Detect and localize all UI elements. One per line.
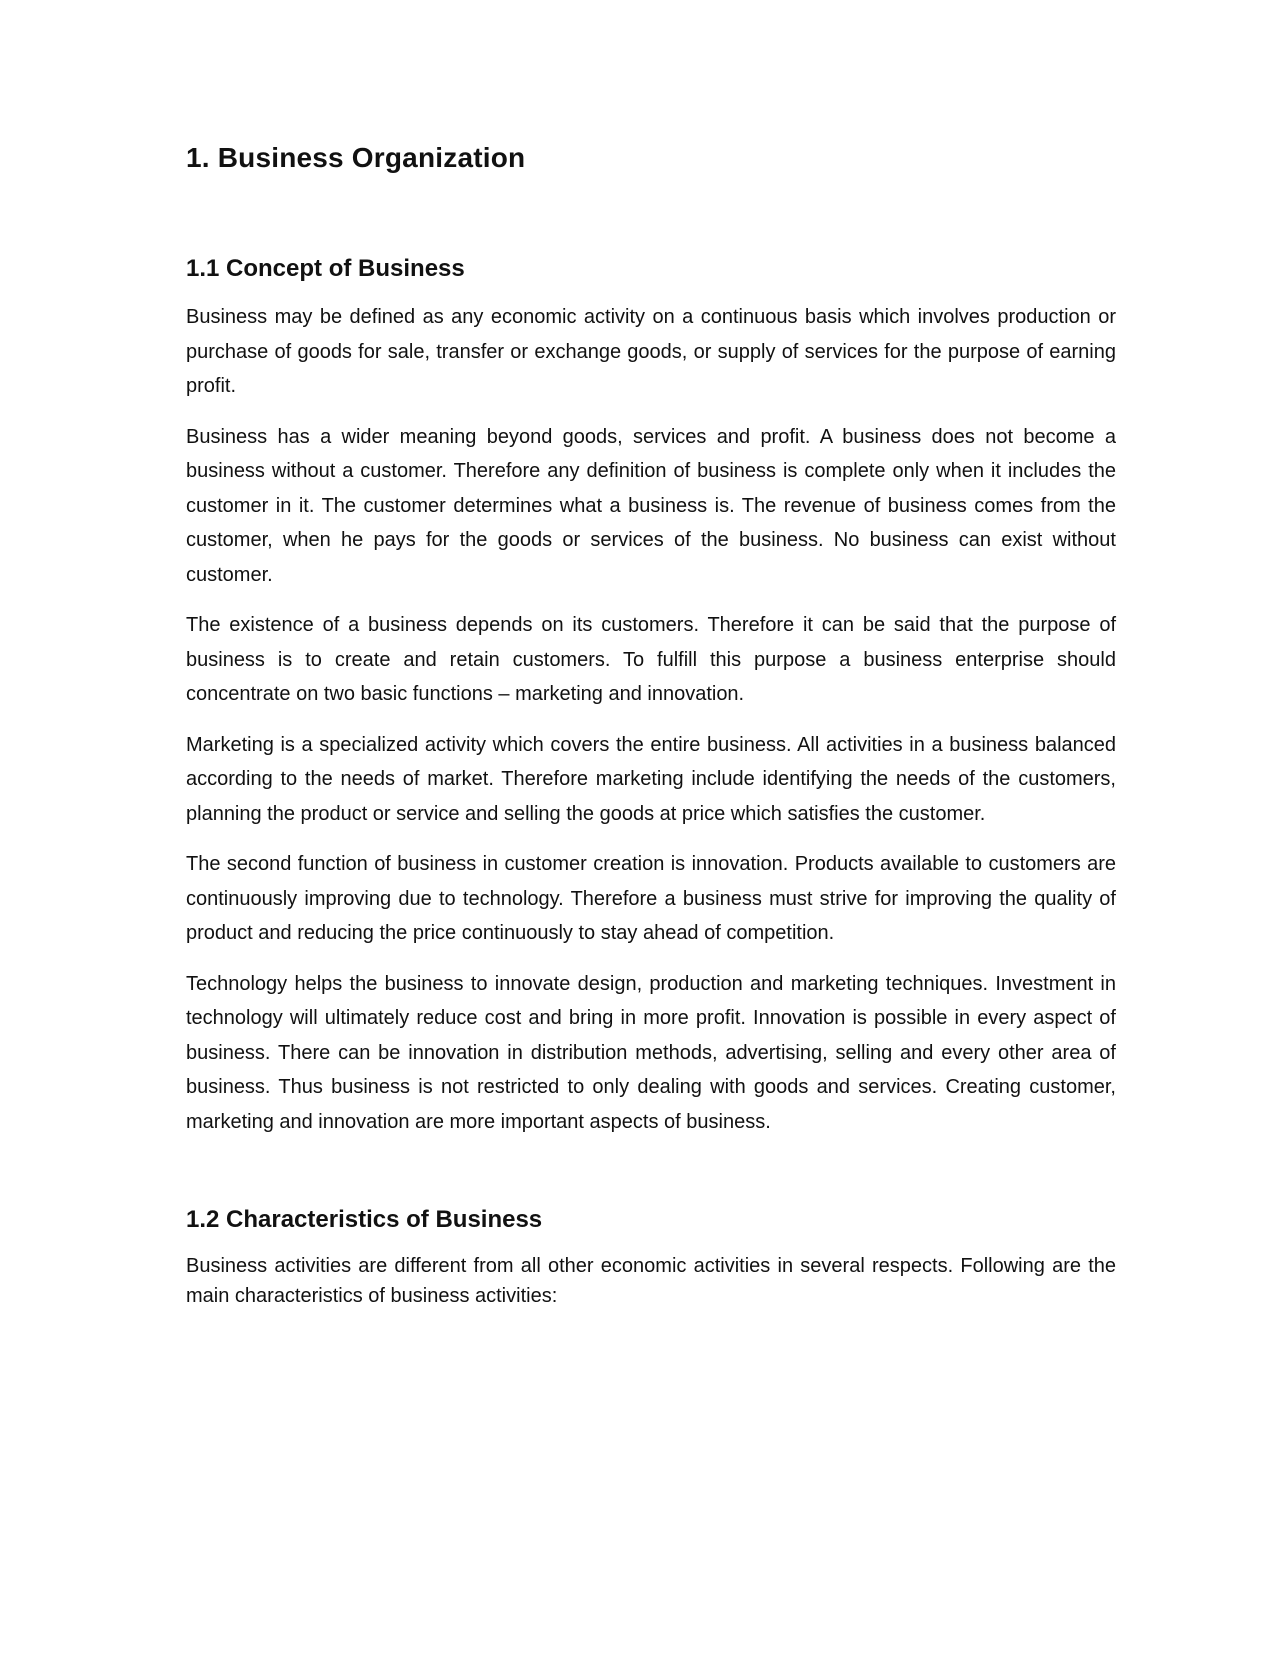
paragraph: Business has a wider meaning beyond goods, services and profit. A business does not become a business without a customer. Therefore any definition of business is complete only when it includes the customer in it. The customer determines what a business is. The revenue of business comes from the customer, when he pays for the goods or services of the business. No business can exist without customer. (186, 425, 1116, 586)
paragraph: Business activities are different from all other economic activities in several respects. Following are the main characteristics of business activities: (186, 1255, 1116, 1307)
paragraph: Technology helps the business to innovate design, production and marketing techniques. Investment in technology will ultimately reduce cost and bring in more profit. Innovation is possible in every aspect of business. There can be innovation in distribution methods, advertising, selling and every other area of business. Thus business is not restricted to only dealing with goods and services. Creating customer, marketing and innovation are more important aspects of business. (186, 972, 1116, 1133)
document-page (186, 140, 1116, 1327)
paragraph: The existence of a business depends on its customers. Therefore it can be said that the purpose of business is to create and retain customers. To fulfill this purpose a business enterprise should concentrate on two basic functions – marketing and innovation. (186, 614, 1116, 705)
section-concept-of-business (186, 254, 1116, 1139)
section-characteristics-of-business (186, 1205, 1116, 1311)
section-spacer (186, 1155, 1116, 1205)
section-title: 1.2 Characteristics of Business (186, 1206, 543, 1233)
paragraph: Marketing is a specialized activity which covers the entire business. All activities in a business balanced according to the needs of market. Therefore marketing include identifying the needs of the customers, planning the product or service and selling the goods at price which satisfies the customer. (186, 733, 1116, 825)
paragraph: The second function of business in customer creation is innovation. Products available to customers are continuously improving due to technology. Therefore a business must strive for improving the quality of product and reducing the price continuously to stay ahead of competition. (186, 853, 1116, 944)
paragraph: Business may be defined as any economic activity on a continuous basis which involves production or purchase of goods for sale, transfer or exchange goods, or supply of services for the purpose of earning profit. (186, 306, 1116, 397)
chapter-title: 1. Business Organization (186, 142, 526, 173)
section-title: 1.1 Concept of Business (186, 255, 465, 282)
